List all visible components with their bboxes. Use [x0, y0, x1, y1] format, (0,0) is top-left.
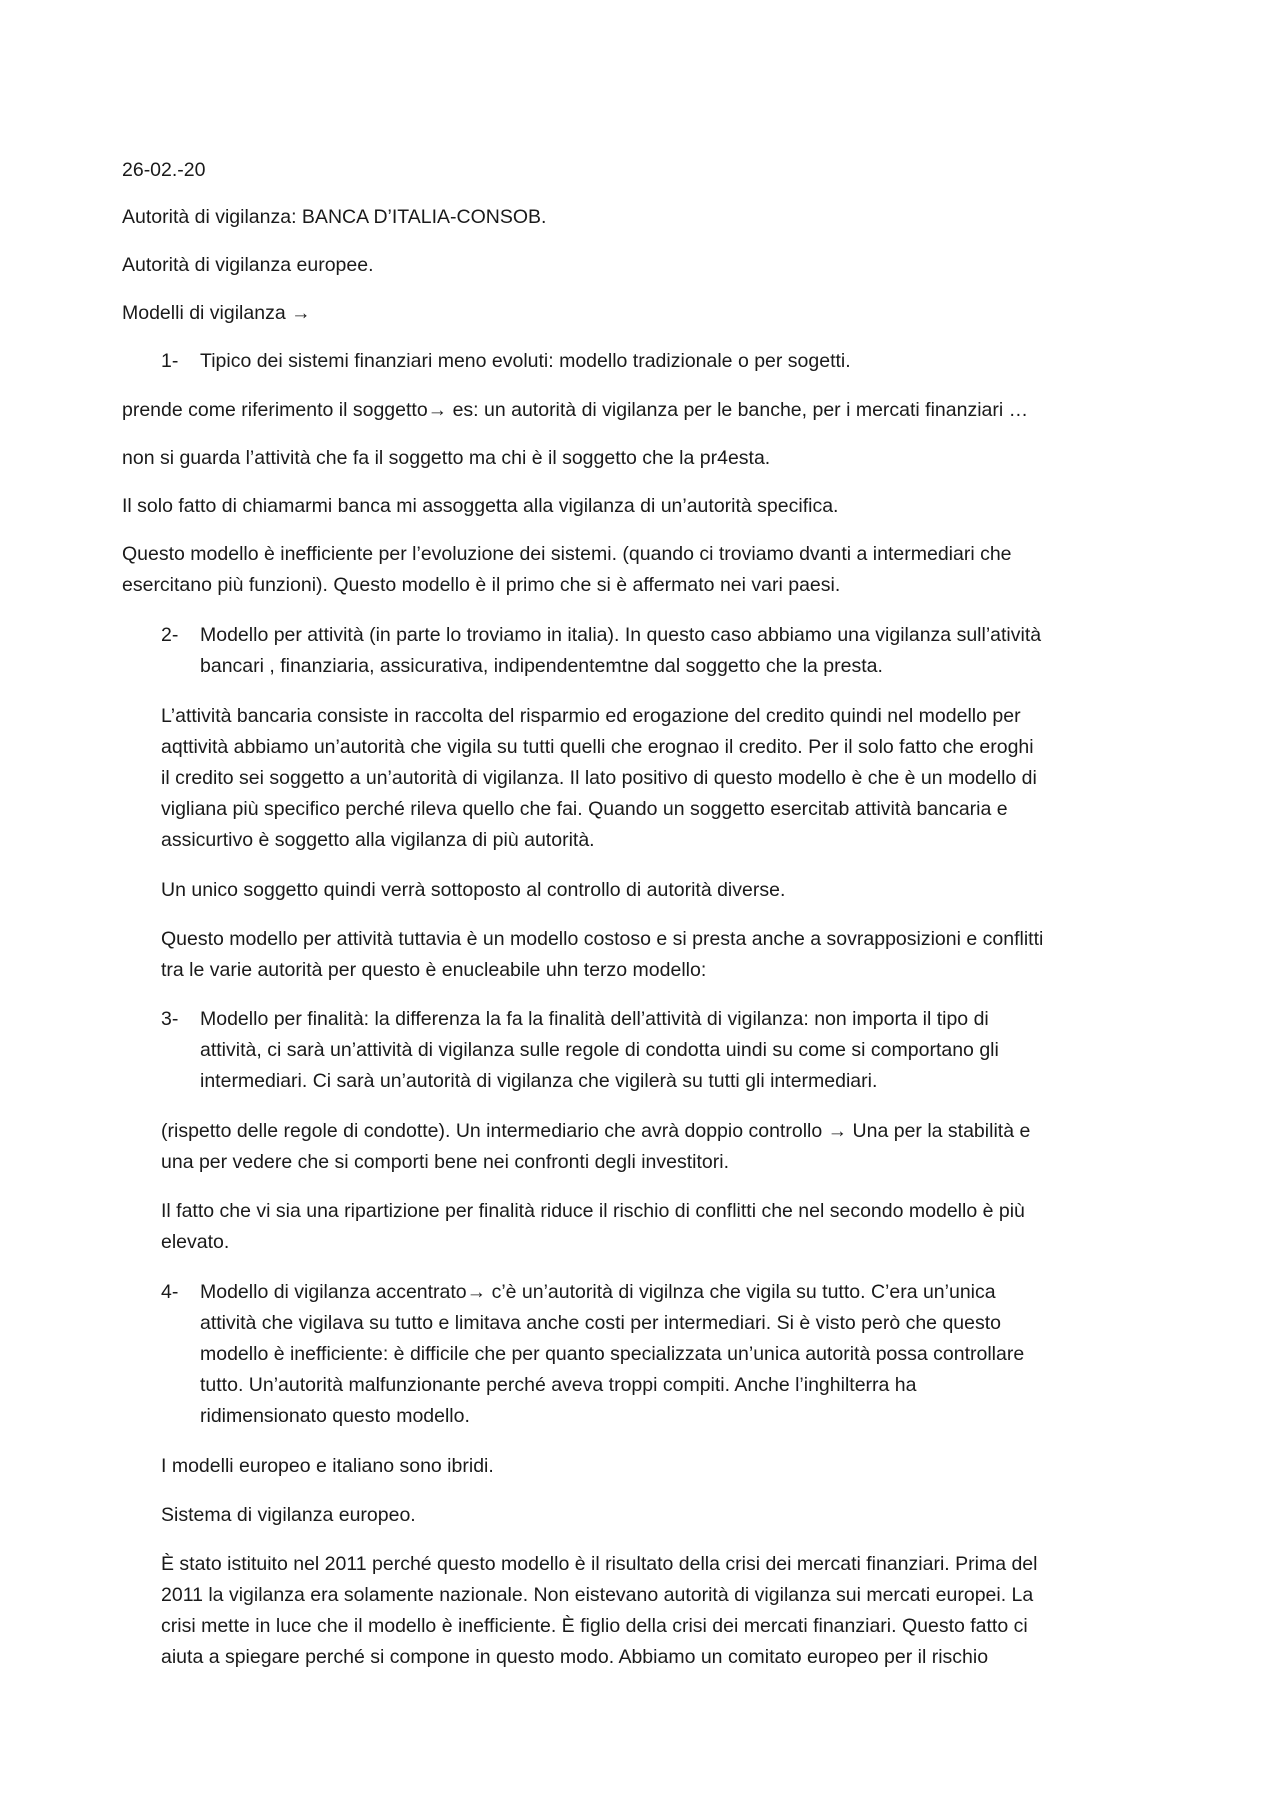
- paragraph-inefficiente-line-2: esercitano più funzioni). Questo modello è il primo che si è affermato nei vari paesi.: [122, 574, 841, 596]
- paragraph-soggetto: prende come riferimento il soggetto→ es: un autorità di vigilanza per le banche, per i mercati finanziari …: [122, 399, 1029, 421]
- paragraph-bancaria-line-1: L’attività bancaria consiste in raccolta del risparmio ed erogazione del credito quindi nel modello per: [161, 705, 1021, 727]
- heading-modelli-vigilanza: Modelli di vigilanza →: [122, 302, 311, 324]
- list-item-4-line-5: ridimensionato questo modello.: [200, 1405, 470, 1427]
- paragraph-ripartizione-line-2: elevato.: [161, 1231, 230, 1253]
- list-number-1: 1-: [161, 350, 179, 372]
- list-item-4-line-2: attività che vigilava su tutto e limitava anche costi per intermediari. Si è visto però che questo: [200, 1312, 1001, 1334]
- paragraph-inefficiente-line-1: Questo modello è inefficiente per l’evoluzione dei sistemi. (quando ci troviamo dvanti a intermediari che: [122, 543, 1012, 565]
- paragraph-istituito-line-3: crisi mette in luce che il modello è inefficiente. È figlio della crisi dei mercati finanziari. Questo fatto ci: [161, 1615, 1028, 1637]
- paragraph-istituito-line-1: È stato istituito nel 2011 perché questo modello è il risultato della crisi dei mercati finanziari. Prima del: [161, 1553, 1038, 1575]
- list-item-4-line-1: Modello di vigilanza accentrato→ c’è un’autorità di vigilnza che vigila su tutto. C’era un’unica: [200, 1281, 996, 1303]
- list-item-4-line-4: tutto. Un’autorità malfunzionante perché aveva troppi compiti. Anche l’inghilterra ha: [200, 1374, 917, 1396]
- list-item-4-line-3: modello è inefficiente: è difficile che per quanto specializzata un’unica autorità possa controllare: [200, 1343, 1025, 1365]
- paragraph-bancaria-line-3: il credito sei soggetto a un’autorità di vigilanza. Il lato positivo di questo modello è che è un modello di: [161, 767, 1037, 789]
- paragraph-ripartizione-line-1: Il fatto che vi sia una ripartizione per finalità riduce il rischio di conflitti che nel secondo modello è più: [161, 1200, 1025, 1222]
- paragraph-istituito-line-4: aiuta a spiegare perché si compone in questo modo. Abbiamo un comitato europeo per il rischio: [161, 1646, 989, 1668]
- paragraph-sistema-europeo: Sistema di vigilanza europeo.: [161, 1504, 416, 1526]
- list-item-3-line-3: intermediari. Ci sarà un’autorità di vigilanza che vigilerà su tutti gli intermediari.: [200, 1070, 878, 1092]
- list-item-2-line-1: Modello per attività (in parte lo troviamo in italia). In questo caso abbiamo una vigilanza sull’atività: [200, 624, 1042, 646]
- paragraph-rispetto-line-2: una per vedere che si comporti bene nei confronti degli investitori.: [161, 1151, 729, 1173]
- paragraph-istituito-line-2: 2011 la vigilanza era solamente nazionale. Non eistevano autorità di vigilanza sui mercati europei. La: [161, 1584, 1034, 1606]
- list-item-3-line-2: attività, ci sarà un’attività di vigilanza sulle regole di condotta uindi su come si comportano gli: [200, 1039, 999, 1061]
- list-item-3-line-1: Modello per finalità: la differenza la fa la finalità dell’attività di vigilanza: non importa il tipo di: [200, 1008, 989, 1030]
- list-item-2-line-2: bancari , finanziaria, assicurativa, indipendentemtne dal soggetto che la presta.: [200, 655, 883, 677]
- list-item-1-text: Tipico dei sistemi finanziari meno evoluti: modello tradizionale o per sogetti.: [200, 350, 851, 372]
- paragraph-ibridi: I modelli europeo e italiano sono ibridi.: [161, 1455, 494, 1477]
- paragraph-costoso-line-1: Questo modello per attività tuttavia è un modello costoso e si presta anche a sovrapposizioni e conflitti: [161, 928, 1044, 950]
- heading-autorita-vigilanza: Autorità di vigilanza: BANCA D’ITALIA-CONSOB.: [122, 206, 547, 228]
- paragraph-bancaria-line-2: aqttività abbiamo un’autorità che vigila su tutti quelli che erognao il credito. Per il solo fatto che eroghi: [161, 736, 1034, 758]
- paragraph-chiamarmi-banca: Il solo fatto di chiamarmi banca mi assoggetta alla vigilanza di un’autorità specifica.: [122, 495, 839, 517]
- list-number-4: 4-: [161, 1281, 179, 1303]
- list-number-3: 3-: [161, 1008, 179, 1030]
- heading-autorita-europee: Autorità di vigilanza europee.: [122, 254, 374, 276]
- paragraph-costoso-line-2: tra le varie autorità per questo è enucleabile uhn terzo modello:: [161, 959, 707, 981]
- document-date: 26-02.-20: [122, 159, 206, 181]
- paragraph-unico-soggetto: Un unico soggetto quindi verrà sottoposto al controllo di autorità diverse.: [161, 879, 786, 901]
- paragraph-rispetto-line-1: (rispetto delle regole di condotte). Un intermediario che avrà doppio controllo → Una per la stabilità e: [161, 1120, 1031, 1142]
- list-number-2: 2-: [161, 624, 179, 646]
- paragraph-bancaria-line-5: assicurtivo è soggetto alla vigilanza di più autorità.: [161, 829, 595, 851]
- paragraph-attivita-soggetto: non si guarda l’attività che fa il soggetto ma chi è il soggetto che la pr4esta.: [122, 447, 771, 469]
- paragraph-bancaria-line-4: vigliana più specifico perché rileva quello che fai. Quando un soggetto esercitab attività bancaria e: [161, 798, 1008, 820]
